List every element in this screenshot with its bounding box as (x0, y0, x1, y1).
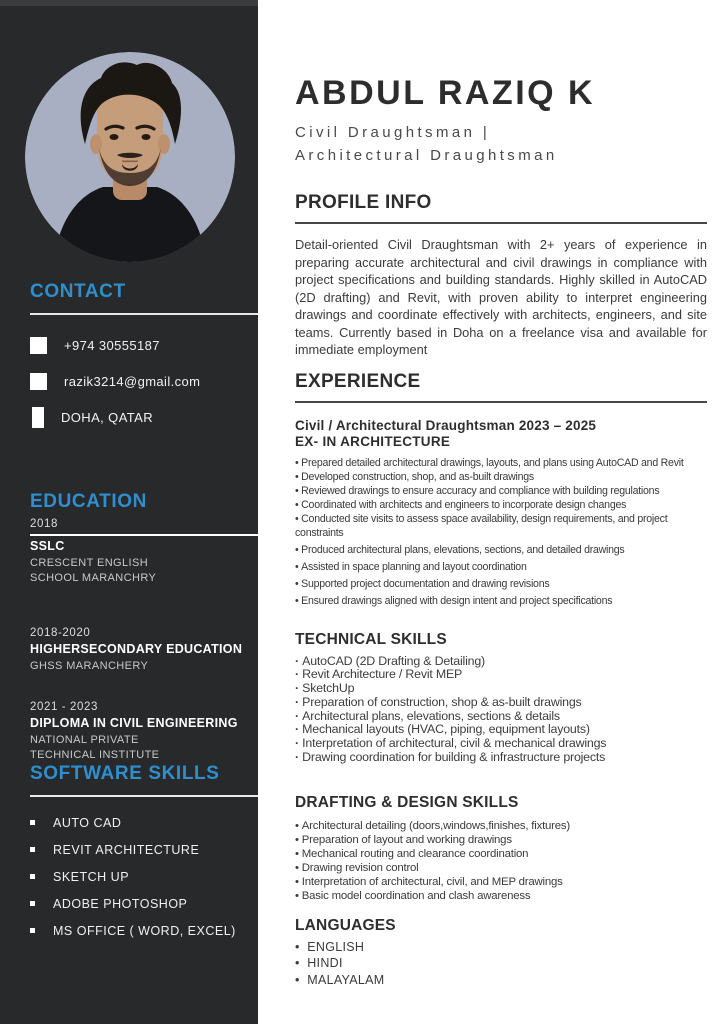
education-degree: SSLC (30, 539, 65, 553)
drafting-skill-item: • Mechanical routing and clearance coordination (295, 847, 707, 861)
software-skill-item (30, 897, 258, 910)
experience-bullet: • Coordinated with architects and engineers to incorporate design changes (295, 498, 707, 512)
candidate-subtitle (295, 121, 707, 167)
software-skill-label: REVIT ARCHITECTURE (53, 842, 200, 857)
technical-skill-item: · Architectural plans, elevations, sections & details (295, 710, 707, 724)
technical-skills-title: TECHNICAL SKILLS (295, 630, 447, 648)
languages-section (295, 916, 707, 989)
education-degree: DIPLOMA IN CIVIL ENGINEERING (30, 716, 238, 730)
software-skill-item (30, 816, 258, 829)
education-entry (30, 517, 258, 586)
technical-skill-item: · Revit Architecture / Revit MEP (295, 668, 707, 682)
square-bullet-icon (30, 928, 35, 933)
education-title: EDUCATION (30, 491, 147, 512)
education-degree: HIGHERSECONDARY EDUCATION (30, 642, 243, 656)
main-content (295, 0, 707, 988)
technical-skill-item: · SketchUp (295, 682, 707, 696)
experience-bullet: • Conducted site visits to assess space availability, design requirements, and project constraints (295, 512, 707, 540)
experience-bullet: • Supported project documentation and drawing revisions (295, 577, 707, 591)
technical-skills-section (295, 630, 707, 765)
technical-skill-item: · Preparation of construction, shop & as-built drawings (295, 696, 707, 710)
contact-divider (30, 313, 258, 315)
experience-bullet: • Developed construction, shop, and as-built drawings (295, 470, 707, 484)
education-entry (30, 626, 258, 674)
profile-info-divider (295, 222, 707, 224)
languages-title: LANGUAGES (295, 916, 396, 934)
software-skills-divider (30, 795, 258, 797)
profile-info-section (295, 192, 707, 359)
education-school: GHSS MARANCHERY (30, 660, 149, 672)
language-item: • MALAYALAM (295, 972, 707, 989)
drafting-skill-item: • Architectural detailing (doors,windows,finishes, fixtures) (295, 819, 707, 833)
phone-icon (30, 337, 47, 354)
education-years: 2018 (30, 518, 58, 530)
education-school: CRESCENT ENGLISH SCHOOL MARANCHRY (30, 557, 157, 584)
drafting-skills-list (295, 819, 707, 903)
education-school: NATIONAL PRIVATE TECHNICAL INSTITUTE (30, 734, 160, 761)
education-years: 2018-2020 (30, 627, 91, 639)
email-icon (30, 373, 47, 390)
location-icon (32, 407, 44, 428)
phone-number: +974 30555187 (64, 337, 160, 353)
education-entry (30, 700, 258, 763)
email-address: razik3214@gmail.com (64, 373, 201, 389)
technical-skills-list (295, 655, 707, 765)
contact-items (30, 335, 258, 427)
contact-item-location (30, 407, 258, 427)
profile-info-title: PROFILE INFO (295, 192, 432, 213)
software-skills-title: SOFTWARE SKILLS (30, 763, 220, 784)
experience-role: Civil / Architectural Draughtsman 2023 – 2025 (295, 417, 597, 433)
technical-skill-item: · Interpretation of architectural, civil & mechanical drawings (295, 737, 707, 751)
experience-section (295, 371, 707, 608)
contact-item-phone (30, 335, 258, 355)
experience-bullet: • Prepared detailed architectural drawings, layouts, and plans using AutoCAD and Revit (295, 456, 707, 470)
software-skill-item (30, 924, 258, 937)
experience-divider (295, 401, 707, 403)
experience-bullet: • Ensured drawings aligned with design intent and project specifications (295, 594, 707, 608)
experience-bullet-list (295, 456, 707, 608)
candidate-name: ABDUL RAZIQ K (295, 74, 596, 112)
square-bullet-icon (30, 874, 35, 879)
education-years: 2021 - 2023 (30, 701, 98, 713)
technical-skill-item: · AutoCAD (2D Drafting & Detailing) (295, 655, 707, 669)
education-divider (30, 534, 258, 536)
software-skills-section (30, 762, 258, 951)
language-item: • ENGLISH (295, 939, 707, 956)
experience-bullet: • Assisted in space planning and layout coordination (295, 560, 707, 574)
sidebar (0, 0, 258, 1024)
subtitle-line-2: Architectural Draughtsman (295, 147, 558, 164)
language-item: • HINDI (295, 955, 707, 972)
subtitle-line-1: Civil Draughtsman | (295, 124, 491, 141)
drafting-skill-item: • Interpretation of architectural, civil, and MEP drawings (295, 875, 707, 889)
drafting-skills-section (295, 793, 707, 903)
location-text: DOHA, QATAR (61, 409, 154, 425)
experience-title: EXPERIENCE (295, 370, 421, 392)
experience-bullet: • Reviewed drawings to ensure accuracy and compliance with building regulations (295, 484, 707, 498)
drafting-skill-item: • Basic model coordination and clash awareness (295, 889, 707, 903)
software-skill-label: SKETCH UP (53, 869, 130, 884)
software-skill-item (30, 870, 258, 883)
profile-photo (25, 52, 235, 262)
software-skill-item (30, 843, 258, 856)
languages-list (295, 939, 707, 989)
software-skill-label: AUTO CAD (53, 815, 122, 830)
contact-title: CONTACT (30, 281, 126, 302)
software-skill-label: MS OFFICE ( WORD, EXCEL) (53, 923, 236, 938)
contact-section (30, 280, 258, 443)
experience-company: EX- IN ARCHITECTURE (295, 433, 451, 449)
profile-photo-illustration (25, 52, 235, 262)
experience-bullet: • Produced architectural plans, elevations, sections, and detailed drawings (295, 543, 707, 557)
profile-text: Detail-oriented Civil Draughtsman with 2+ years of experience in preparing accurate architectural and civil drawings in compliance with project specifications and building standards. Highly skilled in AutoCAD (2D drafting) and Revit, with proven ability to interpret engineering drawings and coordinate effectively with architects, engineers, and site teams. Currently based in Doha on a freelance visa and available for immediate employment (295, 237, 707, 357)
drafting-skill-item: • Drawing revision control (295, 861, 707, 875)
square-bullet-icon (30, 847, 35, 852)
square-bullet-icon (30, 820, 35, 825)
education-section (30, 490, 258, 763)
square-bullet-icon (30, 901, 35, 906)
contact-item-email (30, 371, 258, 391)
technical-skill-item: · Drawing coordination for building & infrastructure projects (295, 751, 707, 765)
drafting-skill-item: • Preparation of layout and working drawings (295, 833, 707, 847)
technical-skill-item: · Mechanical layouts (HVAC, piping, equipment layouts) (295, 723, 707, 737)
software-skills-list (30, 816, 258, 937)
software-skill-label: ADOBE PHOTOSHOP (53, 896, 188, 911)
drafting-skills-title: DRAFTING & DESIGN SKILLS (295, 793, 519, 811)
